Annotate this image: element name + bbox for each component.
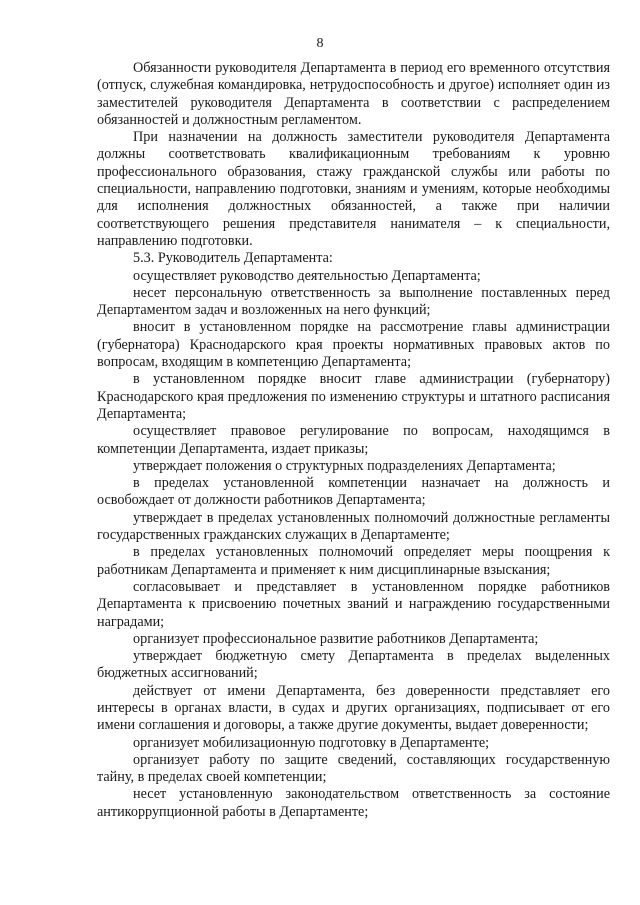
list-item: действует от имени Департамента, без доверенности представляет его интересы в органах власти, в судах и других организациях, подписывает от его имени соглашения и договоры, а также другие документы, выдает доверенности; [97,682,610,734]
list-item: утверждает бюджетную смету Департамента в пределах выделенных бюджетных ассигнований; [97,648,610,682]
list-item: согласовывает и представляет в установленном порядке работников Департамента к присвоению почетных званий и награждению государственными наградами; [97,578,610,630]
list-item: осуществляет правовое регулирование по вопросам, находящимся в компетенции Департамента, издает приказы; [97,423,610,457]
list-item: утверждает в пределах установленных полномочий должностные регламенты государственных гражданских служащих в Департаменте; [97,509,610,544]
document-body [97,60,610,821]
page-number: 8 [316,36,324,51]
section-heading-5-3: 5.3. Руководитель Департамента: [133,250,333,267]
list-item: в пределах установленной компетенции назначает на должность и освобождает от должности работников Департамента; [97,475,610,509]
list-item: организует профессиональное развитие работников Департамента; [133,630,539,647]
list-item: осуществляет руководство деятельностью Департамента; [133,267,481,284]
list-item: организует мобилизационную подготовку в Департаменте; [133,734,490,751]
list-item: вносит в установленном порядке на рассмотрение главы администрации (губернатора) Краснодарского края проекты нормативных правовых актов по вопросам, входящим в компетенцию Департамента; [97,319,610,371]
list-item: в установленном порядке вносит главе администрации (губернатору) Краснодарского края предложения по изменению структуры и штатного расписания Департамента; [97,371,610,422]
paragraph-deputy-requirements: При назначении на должность заместители руководителя Департамента должны соответствовать квалификационным требованиям к уровню профессионального образования, стажу гражданской службы или работы по специальности, направлению подготовки, знаниям и умениям, которые необходимы для исполнения должностных обязанностей, а также при наличии соответствующего решения представителя нанимателя – к специальности, направлению подготовки. [97,129,610,249]
list-item: несет персональную ответственность за выполнение поставленных перед Департаментом задач и возложенных на него функций; [97,284,610,319]
list-item: в пределах установленных полномочий определяет меры поощрения к работникам Департамента и применяет к ним дисциплинарные взыскания; [97,544,610,578]
list-item: утверждает положения о структурных подразделениях Департамента; [133,457,556,474]
paragraph-deputy-duties: Обязанности руководителя Департамента в период его временного отсутствия (отпуск, служебная командировка, нетрудоспособность и другое) исполняет один из заместителей руководителя Департамента в соответствии с распределением обязанностей и должностным регламентом. [97,60,610,128]
list-item: организует работу по защите сведений, составляющих государственную тайну, в пределах своей компетенции; [97,751,610,786]
list-item: несет установленную законодательством ответственность за состояние антикоррупционной работы в Департаменте; [97,786,610,820]
